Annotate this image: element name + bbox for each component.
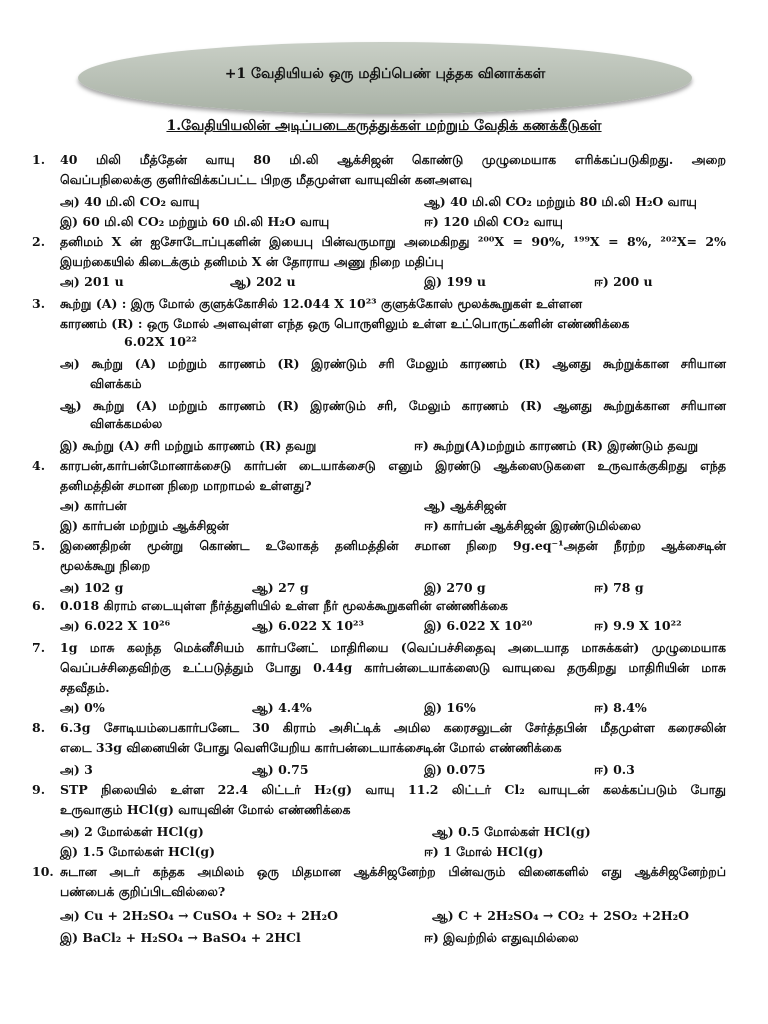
option-b: ஆ) 27 g: [252, 580, 309, 595]
option-c: இ) 270 g: [424, 580, 486, 595]
option-b: ஆ) 4.4%: [252, 700, 312, 715]
question-text: இணைதிறன் மூன்று கொண்ட உலோகத் தனிமத்தின் சமான நிறை 9g.eq⁻¹அதன் நீரற்ற ஆக்சைடின்: [60, 538, 726, 553]
question-text: STP நிலையில் உள்ள 22.4 லிட்டர் H₂(g) வாயு 11.2 லிட்டர் Cl₂ வாயுடன் கலக்கப்படும் போது: [60, 782, 726, 797]
option-b: ஆ) 0.5 மோல்கள் HCl(g): [432, 824, 591, 839]
question-text: சுடான அடர் கந்தக அமிலம் ஒரு மிதமான ஆக்சிஜனேற்ற பின்வரும் வினைகளில் எது ஆக்சிஜனேற்றப்: [60, 864, 726, 879]
option-c: இ) 199 u: [424, 274, 486, 289]
question-text: எடை 33g வினையின் போது வெளியேறிய கார்பன்டையாக்சைடின் மோல் எண்ணிக்கை: [60, 740, 562, 755]
option-a: அ) 3: [60, 762, 93, 777]
question-text: 40 மிலி மீத்தேன் வாயு 80 மி.லி ஆக்சிஜன் கொண்டு முழுமையாக எரிக்கப்படுகிறது. அறை: [60, 152, 726, 167]
option-c: இ) கார்பன் மற்றும் ஆக்சிஜன்: [60, 518, 229, 533]
option-a: அ) 6.022 X 10²⁶: [60, 618, 171, 633]
question-text: மூலக்கூறு நிறை: [60, 558, 151, 573]
question-text: உருவாகும் HCl(g) வாயுவின் மோல் எண்ணிக்கை: [60, 802, 351, 817]
page-title: +1 வேதியியல் ஒரு மதிப்பெண் புத்தக வினாக்கள்: [224, 66, 546, 82]
option-d: ஈ) 8.4%: [594, 700, 647, 715]
option-c: இ) 0.075: [424, 762, 486, 777]
option-d: ஈ) 0.3: [594, 762, 635, 777]
question-number: 2.: [32, 234, 46, 249]
option-a: அ) கூற்று (A) மற்றும் காரணம் (R) இரண்டும் சரி மேலும் காரணம் (R) ஆனது கூற்றுக்கான சரியான: [60, 356, 726, 371]
option-d: ஈ) இவற்றில் எதுவுமில்லை: [424, 930, 579, 945]
question-text: பண்பைக் குறிப்பிடவில்லை?: [60, 884, 226, 899]
question-number: 9.: [32, 782, 46, 797]
option-c: இ) 1.5 மோல்கள் HCl(g): [60, 844, 216, 859]
question-number: 10.: [32, 864, 54, 879]
option-d: ஈ) 1 மோல் HCl(g): [424, 844, 544, 859]
option-b: ஆ) 0.75: [252, 762, 309, 777]
option-a: அ) 40 மி.லி CO₂ வாயு: [60, 194, 200, 209]
question-text: வெப்பநிலைக்கு குளிர்விக்கப்பட்ட பிறகு மீதமுள்ள வாயுவின் கனஅளவு: [60, 172, 473, 187]
option-b: ஆ) 202 u: [230, 274, 296, 289]
option-d: ஈ) கூற்று(A)மற்றும் காரணம் (R) இரண்டும் தவறு: [414, 438, 699, 453]
option-a: அ) 201 u: [60, 274, 124, 289]
question-number: 7.: [32, 640, 46, 655]
question-number: 6.: [32, 598, 46, 613]
question-text: வெப்பச்சிதைவிற்கு உட்படுத்தும் போது 0.44g கார்பன்டையாக்ஸைடு வாயுவை தருகிறது மாதிரியின் மாசு: [60, 660, 726, 675]
question-text: தனிமம் X ன் ஐசோடோப்புகளின் இயைபு பின்வருமாறு அமைகிறது ²⁰⁰X = 90%, ¹⁹⁹X = 8%, ²⁰²X= 2%: [60, 234, 726, 249]
option-d: ஈ) 78 g: [594, 580, 644, 595]
option-d: ஈ) 9.9 X 10²²: [594, 618, 682, 633]
question-text: காரபன்,கார்பன்மோனாக்சைடு கார்பன் டையாக்சைடு எனும் இரண்டு ஆக்ஸைடுகளை உருவாக்குகிறது எந்த: [60, 458, 726, 473]
question-number: 3.: [32, 296, 46, 311]
question-number: 8.: [32, 720, 46, 735]
option-c: இ) 60 மி.லி CO₂ மற்றும் 60 மி.லி H₂O வாயு: [60, 214, 330, 229]
option-b: ஆ) 6.022 X 10²³: [252, 618, 364, 633]
reason-text-cont: 6.02X 10²²: [124, 334, 197, 349]
option-b: ஆ) கூற்று (A) மற்றும் காரணம் (R) இரண்டும் சரி, மேலும் காரணம் (R) ஆனது கூற்றுக்கான சரியான: [60, 398, 726, 413]
option-c: இ) BaCl₂ + H₂SO₄ → BaSO₄ + 2HCl: [60, 930, 301, 945]
option-b-cont: விளக்கமல்ல: [90, 416, 163, 431]
option-b: ஆ) C + 2H₂SO₄ → CO₂ + 2SO₂ +2H₂O: [432, 908, 690, 923]
question-number: 4.: [32, 458, 46, 473]
assertion-text: கூற்று (A) : இரு மோல் குளுக்கோசில் 12.044 X 10²³ குளுக்கோஸ் மூலக்கூறுகள் உள்ளன: [60, 296, 583, 311]
option-d: ஈ) 200 u: [594, 274, 653, 289]
option-c: இ) 16%: [424, 700, 476, 715]
option-a: அ) 102 g: [60, 580, 124, 595]
question-text: 1g மாசு கலந்த மெக்னீசியம் கார்பனேட் மாதிரியை (வெப்பச்சிதைவு அடையாத மாசுக்கள்) முழுமையாக: [60, 640, 726, 655]
question-text: 0.018 கிராம் எடையுள்ள நீர்த்துளியில் உள்ள நீர் மூலக்கூறுகளின் எண்ணிக்கை: [60, 598, 508, 613]
option-a: அ) Cu + 2H₂SO₄ → CuSO₄ + SO₂ + 2H₂O: [60, 908, 338, 923]
section-title: 1.வேதியியலின் அடிப்படைகருத்துக்கள் மற்றும் வேதிக் கணக்கீடுகள்: [166, 118, 602, 134]
question-text: 6.3g சோடியம்பைகார்பனேட 30 கிராம் அசிட்டிக் அமில கரைசலுடன் சேர்த்தபின் மீதமுள்ள கரைசலின்: [60, 720, 726, 735]
option-b: ஆ) ஆக்சிஜன்: [424, 498, 507, 513]
option-b: ஆ) 40 மி.லி CO₂ மற்றும் 80 மி.லி H₂O வாயு: [424, 194, 697, 209]
question-text: சதவீதம்.: [60, 680, 110, 695]
reason-text: காரணம் (R) : ஒரு மோல் அளவுள்ள எந்த ஒரு பொருளிலும் உள்ள உட்பொருட்களின் எண்ணிக்கை: [60, 316, 630, 331]
option-c: இ) கூற்று (A) சரி மற்றும் காரணம் (R) தவறு: [60, 438, 317, 453]
question-number: 5.: [32, 538, 46, 553]
option-a-cont: விளக்கம்: [90, 376, 142, 391]
option-d: ஈ) கார்பன் ஆக்சிஜன் இரண்டுமில்லை: [424, 518, 641, 533]
option-a: அ) 2 மோல்கள் HCl(g): [60, 824, 204, 839]
question-text: தனிமத்தின் சமான நிறை மாறாமல் உள்ளது?: [60, 478, 312, 493]
question-number: 1.: [32, 152, 46, 167]
option-d: ஈ) 120 மிலி CO₂ வாயு: [424, 214, 563, 229]
option-a: அ) கார்பன்: [60, 498, 127, 513]
question-text: இயற்கையில் கிடைக்கும் தனிமம் X ன் தோராய அணு நிறை மதிப்பு: [60, 254, 444, 269]
option-a: அ) 0%: [60, 700, 105, 715]
option-c: இ) 6.022 X 10²⁰: [424, 618, 533, 633]
